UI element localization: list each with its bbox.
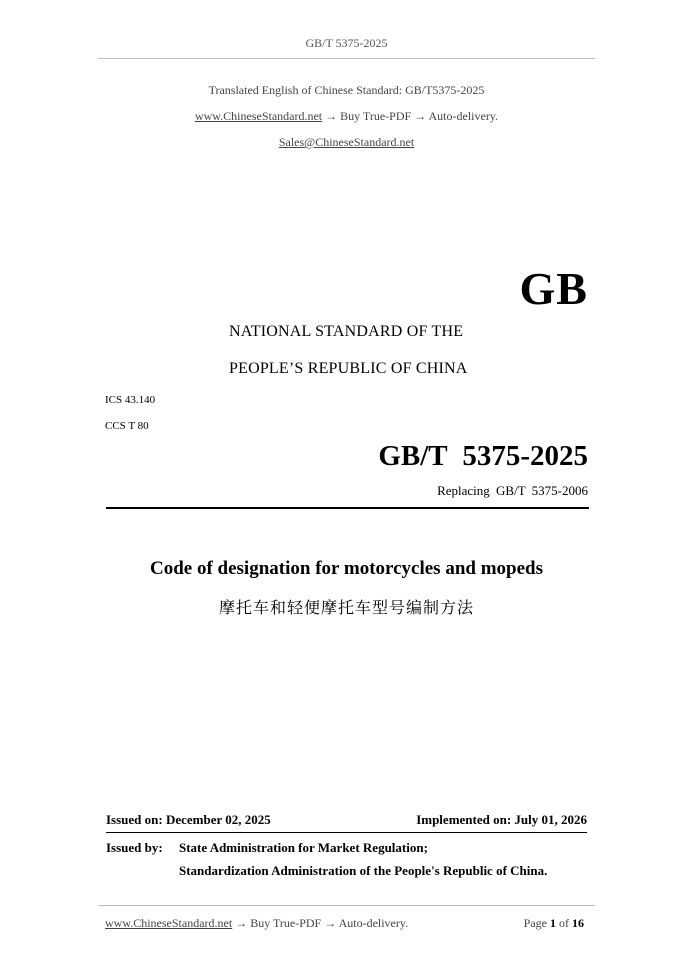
issuer-samr: State Administration for Market Regulation; xyxy=(179,840,428,855)
gb-logo: GB xyxy=(519,263,588,314)
title-divider xyxy=(106,507,589,509)
national-standard-line1: NATIONAL STANDARD OF THE xyxy=(229,323,464,340)
purchase-line xyxy=(0,109,693,124)
footer-divider xyxy=(98,905,595,906)
footer-purchase-text: → Buy True-PDF → Auto-delivery. xyxy=(232,916,409,930)
email-line xyxy=(0,135,693,150)
issued-by-label: Issued by: xyxy=(106,840,163,855)
implemented-on-date: Implemented on: July 01, 2026 xyxy=(416,812,587,827)
translation-note: Translated English of Chinese Standard: GB/T5375-2025 xyxy=(208,83,485,97)
footer-site-link[interactable]: www.ChineseStandard.net xyxy=(105,916,233,930)
ccs-code: CCS T 80 xyxy=(105,420,149,432)
page-total: 16 xyxy=(572,916,584,930)
dates-divider xyxy=(106,832,587,833)
page-current: 1 xyxy=(550,916,556,930)
title-english: Code of designation for motorcycles and mopeds xyxy=(149,558,544,579)
replacing-note: Replacing GB/T 5375-2006 xyxy=(437,483,588,498)
page-of: of xyxy=(559,916,569,930)
purchase-text: → Buy True-PDF → Auto-delivery. xyxy=(322,109,499,123)
site-link[interactable]: www.ChineseStandard.net xyxy=(194,109,323,123)
running-header: GB/T 5375-2025 xyxy=(305,36,388,50)
ics-code: ICS 43.140 xyxy=(105,394,156,406)
title-chinese: 摩托车和轻便摩托车型号编制方法 xyxy=(218,598,474,617)
national-standard-line2: PEOPLE’S REPUBLIC OF CHINA xyxy=(229,360,468,377)
page-indicator xyxy=(524,916,584,931)
page-label: Page xyxy=(523,916,547,930)
header-divider xyxy=(98,58,595,59)
footer-purchase-line xyxy=(105,916,408,931)
issued-on-date: Issued on: December 02, 2025 xyxy=(106,812,271,827)
sales-email-link[interactable]: Sales@ChineseStandard.net xyxy=(278,135,415,149)
standard-number: GB/T 5375-2025 xyxy=(378,440,588,472)
issuer-sac: Standardization Administration of the People's Republic of China. xyxy=(179,863,548,878)
